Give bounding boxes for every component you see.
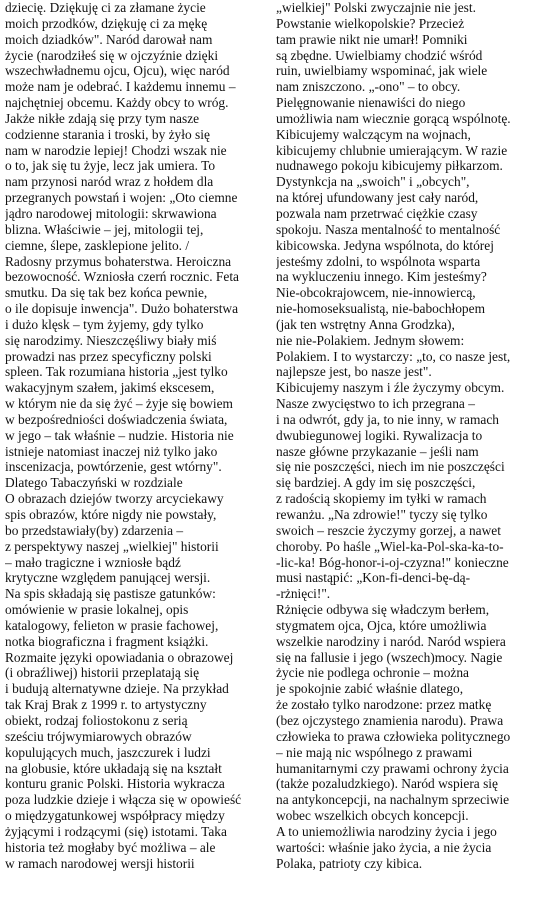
text-line: Dystynkcja na „swoich" i „obcych", xyxy=(276,174,470,190)
text-line: prowadzi nas przez specyficzny polski xyxy=(5,348,212,364)
text-line: spleen. Tak rozumiana historia „jest tylko xyxy=(5,364,228,380)
text-line: O obrazach dziejów tworzy arcyciekawy xyxy=(5,491,224,507)
text-line: kibicujemy chlubnie umierającym. W razie xyxy=(276,142,508,158)
text-line: poza ludzkie dzieje i włącza się w opowieść xyxy=(5,792,242,808)
text-line: przegranych powstań i wojen: „Oto ciemne xyxy=(5,190,238,206)
text-line: wakacyjnym szałem, jakimś ekscesem, xyxy=(5,380,215,396)
text-line: wobec wszelkich obcych koncepcji. xyxy=(276,808,469,824)
text-line: Na spis składają się pastisze gatunków: xyxy=(5,586,216,602)
text-line: Rozmaite języki opowiadania o obrazowej xyxy=(5,649,234,665)
text-line: nam przynosi naród wraz z hołdem dla xyxy=(5,174,214,190)
text-line: Kibicujemy naszym i źle życzymy obcym. xyxy=(276,380,505,396)
text-line: musi nastąpić: „Kon-fi-denci-bę-dą- xyxy=(276,570,471,586)
text-line: i budują alternatywne dzieje. Na przykład xyxy=(5,681,229,697)
text-line: żyjącymi i rodzącymi (się) istotami. Taka xyxy=(5,823,227,839)
text-line: w którym nie da się żyć – żyje się bowiem xyxy=(5,396,233,412)
article-left-column xyxy=(5,0,266,900)
text-line: krytyczne względem panującej wersji. xyxy=(5,570,211,586)
text-line: o międzygatunkowej współpracy między xyxy=(5,808,225,824)
text-line: na antykoncepcji, na nachalnym sprzeciwie xyxy=(276,792,510,808)
text-line: Dlatego Tabaczyński w rozdziale xyxy=(5,475,183,491)
text-line: rewanżu. „Na zdrowie!" tyczy się tylko xyxy=(276,507,488,522)
text-line: są zbędne. Uwielbiamy chodzić wśród xyxy=(276,47,483,63)
text-line: na wykluczeniu innego. Kim jesteśmy? xyxy=(276,269,487,285)
text-line: Powstanie wielkopolskie? Przecież xyxy=(276,15,465,31)
text-line: moich dziadków". Naród darował nam xyxy=(5,31,213,47)
text-line: ruin, uwielbiamy wspominać, jak wiele xyxy=(276,63,488,79)
text-line: obiekt, rodzaj foliostokonu z serią xyxy=(5,712,188,728)
article-right-column xyxy=(276,0,537,900)
text-line: nie-homoseksualistą, nie-babochłopem xyxy=(276,301,485,317)
text-line: „wielkiej" Polski zwyczajnie nie jest. xyxy=(276,0,476,15)
text-line: (i obraźliwej) historii przeplatają się xyxy=(5,665,200,681)
text-line: humanitarnymi czy prawami ochrony życia xyxy=(276,760,509,776)
text-line: omówienie w prasie lokalnej, opis xyxy=(5,602,189,618)
text-line: o to, jak się tu żyje, lecz jak umiera. To xyxy=(5,158,216,174)
text-line: nam w narodzie lepiej! Chodzi wszak nie xyxy=(5,142,227,158)
text-line: Nie-obcokrajowcem, nie-innowiercą, xyxy=(276,285,476,301)
text-line: pozwala nam przetrwać ciężkie czasy xyxy=(276,205,478,221)
text-line: bezowocność. Wzniosła czerń rocznic. Feta xyxy=(5,269,239,285)
text-line: historia też mogłaby być możliwa – ale xyxy=(5,839,216,855)
text-line: może nam je odebrać. I każdemu innemu – xyxy=(5,79,236,95)
text-line: się bardziej. A gdy im się poszczęści, xyxy=(276,475,476,491)
text-line: że zostało tylko narodzone: przez matkę xyxy=(276,697,492,713)
text-line: konturu granic Polski. Historia wykracza xyxy=(5,776,225,792)
text-line: katalogowy, felieton w prasie fachowej, xyxy=(5,617,219,633)
text-line: istnieje natomiast inaczej niż tylko jako xyxy=(5,443,218,459)
text-line: jądro narodowej mitologii: skrwawiona xyxy=(5,205,217,221)
text-line: i dużo klęsk – tym żyjemy, gdy tylko xyxy=(5,316,204,332)
text-line: kopulujących much, jaszczurek i ludzi xyxy=(5,744,211,760)
text-line: spokoju. Nasza mentalność to mentalność xyxy=(276,221,501,237)
text-line: i na odwrót, gdy ja, to nie inny, w ramach xyxy=(276,411,499,427)
text-line: tak Kraj Brak z 1999 r. to artystyczny xyxy=(5,697,207,713)
text-line: z perspektywy naszej „wielkiej" historii xyxy=(5,538,219,554)
text-line: notka biograficzna i fragment książki. xyxy=(5,633,209,649)
text-line: nudnawego pokoju kibicujemy piłkarzom. xyxy=(276,158,503,174)
text-line: wartości: właśnie jako życia, a nie życia xyxy=(276,839,492,855)
text-line: najchętniej obcemu. Każdy obcy to wróg. xyxy=(5,95,229,111)
text-line: Pielęgnowanie nienawiści do niego xyxy=(276,95,466,111)
text-line: człowieka to prawa człowieka politycznego xyxy=(276,728,511,744)
text-line: (bez ojczystego znamienia narodu). Prawa xyxy=(276,712,504,728)
text-line: życie (narodziłeś się w ojczyźnie dzięki xyxy=(5,47,219,63)
text-line: na globusie, które układają się na kształt xyxy=(5,760,222,776)
text-line: ciemne, ślepe, zasklepione jelito. / xyxy=(5,237,190,253)
text-line: na której ufundowany jest cały naród, xyxy=(276,190,479,206)
text-line: choroby. Po haśle „Wiel-ka-Pol-ska-ka-to- xyxy=(276,538,504,554)
text-line: o ile dopisuje inwencja". Dużo bohaterstwa xyxy=(5,301,239,317)
text-line: wszelkie narodziny i naród. Naród wspiera xyxy=(276,633,506,649)
text-line: – mało tragiczne i wzniosłe bądź xyxy=(5,554,181,570)
text-line: stygmatem ojca, Ojca, które umożliwia xyxy=(276,617,487,633)
text-line: (jak ten wstrętny Anna Grodzka), xyxy=(276,316,455,332)
text-line: najlepsze jest, bo nasze jest". xyxy=(276,364,432,380)
text-line: codzienne starania i troski, by żyło się xyxy=(5,126,210,142)
text-line: – nie mają nic wspólnego z prawami xyxy=(276,744,473,760)
text-line: nasze główne przykazanie – jeśli nam xyxy=(276,443,479,459)
text-line: tam prawie nikt nie umarł! Pomniki xyxy=(276,31,468,47)
text-line: Nasze zwycięstwo to ich przegrana – xyxy=(276,396,475,412)
text-line: z radością skopiemy im tyłki w ramach xyxy=(276,491,487,507)
text-line: kibicowska. Jedyna wspólnota, do której xyxy=(276,237,494,253)
text-line: nam zniszczono. „-ono" – to obcy. xyxy=(276,79,461,95)
text-line: dwubiegunowej logiki. Rywalizacja to xyxy=(276,427,483,443)
text-line: się nie poszczęści, niech im nie poszczęści xyxy=(276,459,505,475)
text-line: wszechwładnemu ojcu, Ojcu), więc naród xyxy=(5,63,230,79)
text-line: je spokojnie zabić właśnie dlatego, xyxy=(276,681,464,697)
text-line: się narodzimy. Nieszczęśliwy biały miś xyxy=(5,332,217,348)
text-line: w jego – tak właśnie – nudzie. Historia nie xyxy=(5,427,234,443)
text-line: inscenizacja, powtórzenie, gest wtórny". xyxy=(5,459,222,475)
text-line: umożliwia nam wiecznie gorącą wspólnotę. xyxy=(276,110,511,126)
text-line: Polaka, patrioty czy kibica. xyxy=(276,855,423,871)
text-line: Polakiem. I to wystarczy: „to, co nasze jest, xyxy=(276,348,511,364)
text-line: Rżnięcie odbywa się władczym berłem, xyxy=(276,602,490,618)
text-line: nie nie-Polakiem. Jednym słowem: xyxy=(276,332,465,348)
text-line: życie nie podlega ochronie – można xyxy=(276,665,469,681)
text-line: Radosny przymus bohaterstwa. Heroiczna xyxy=(5,253,232,269)
text-line: Kibicujemy walczącym na wojnach, xyxy=(276,126,471,142)
text-line: dziecię. Dziękuję ci za złamane życie xyxy=(5,0,206,15)
text-line: -lic-ka! Bóg-honor-i-oj-czyzna!" konieczne xyxy=(276,554,509,570)
text-line: bo przedstawiały(by) zdarzenia – xyxy=(5,522,184,538)
text-line: (także pozaludzkiego). Naród wspiera się xyxy=(276,776,498,792)
text-line: sześciu trójwymiarowych obrazów xyxy=(5,728,192,744)
text-line: w bezpośredniości doświadczenia świata, xyxy=(5,411,228,427)
text-line: blizna. Właściwie – jej, mitologii tej, xyxy=(5,221,204,237)
text-line: -rżnięci!". xyxy=(276,586,331,602)
text-line: spis obrazów, które nigdy nie powstały, xyxy=(5,507,217,522)
text-line: Jakże nikłe zdają się przy tym nasze xyxy=(5,110,200,126)
text-line: się na fallusie i jego (wszech)mocy. Nagie xyxy=(276,649,503,665)
text-line: jesteśmy zdolni, to wspólnota wsparta xyxy=(276,253,481,269)
text-line: smutku. Da się tak bez końca pewnie, xyxy=(5,285,208,301)
text-line: A to uniemożliwia narodziny życia i jego xyxy=(276,823,497,839)
text-line: moich przodków, dziękuję ci za mękę xyxy=(5,15,208,31)
text-line: w ramach narodowej wersji historii xyxy=(5,855,195,871)
text-line: swoich – reszcie życzymy gorzej, a nawet xyxy=(276,522,501,538)
